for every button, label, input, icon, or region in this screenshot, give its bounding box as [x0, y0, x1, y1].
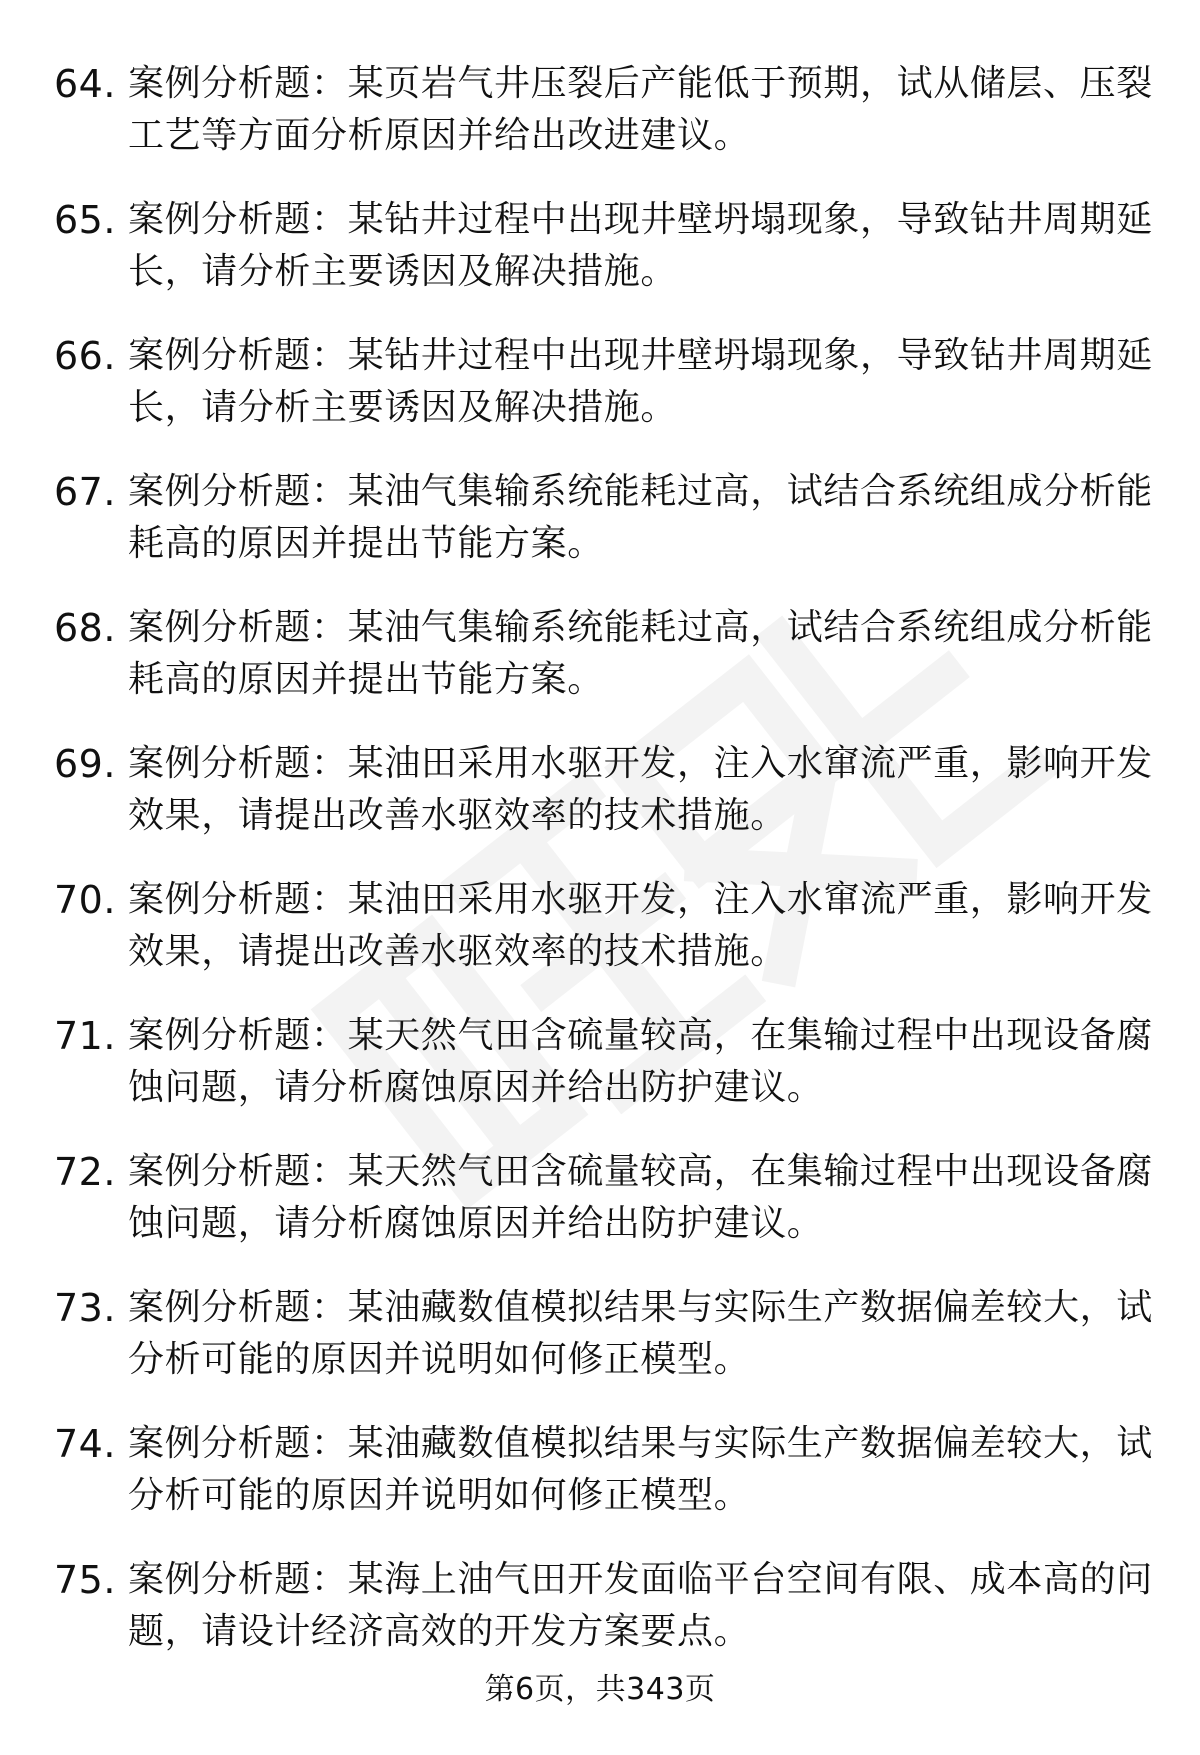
question-number: 69.: [54, 742, 116, 786]
question-text: [128, 874, 1153, 978]
question-line: 案例分析题：某油藏数值模拟结果与实际生产数据偏差较大，试: [128, 1287, 1153, 1328]
question-item-67: [0, 466, 1200, 602]
page-number-label: 第6页，共343页: [484, 1672, 716, 1707]
question-item-73: [0, 1282, 1200, 1418]
question-number: 70.: [54, 878, 116, 922]
question-line: 案例分析题：某油田采用水驱开发，注入水窜流严重，影响开发: [128, 879, 1153, 920]
question-number: 72.: [54, 1150, 116, 1194]
question-line: 案例分析题：某海上油气田开发面临平台空间有限、成本高的问: [128, 1559, 1153, 1600]
question-text: [128, 1146, 1153, 1250]
question-number: 74.: [54, 1422, 116, 1466]
question-line: 耗高的原因并提出节能方案。: [128, 523, 604, 564]
question-number: 64.: [54, 62, 116, 106]
question-text: [128, 58, 1153, 162]
page-footer: [0, 1668, 1200, 1712]
question-number: 73.: [54, 1286, 116, 1330]
question-text: [128, 330, 1153, 434]
question-line: 工艺等方面分析原因并给出改进建议。: [128, 115, 751, 156]
question-line: 长，请分析主要诱因及解决措施。: [128, 251, 678, 292]
question-item-66: [0, 330, 1200, 466]
question-line: 题，请设计经济高效的开发方案要点。: [128, 1611, 751, 1652]
question-line: 案例分析题：某天然气田含硫量较高，在集输过程中出现设备腐: [128, 1151, 1153, 1192]
question-item-65: [0, 194, 1200, 330]
question-line: 效果，请提出改善水驱效率的技术措施。: [128, 795, 787, 836]
question-number: 75.: [54, 1558, 116, 1602]
question-line: 耗高的原因并提出节能方案。: [128, 659, 604, 700]
question-line: 案例分析题：某钻井过程中出现井壁坍塌现象，导致钻井周期延: [128, 199, 1153, 240]
question-item-70: [0, 874, 1200, 1010]
question-line: 蚀问题，请分析腐蚀原因并给出防护建议。: [128, 1067, 824, 1108]
question-line: 效果，请提出改善水驱效率的技术措施。: [128, 931, 787, 972]
question-item-68: [0, 602, 1200, 738]
question-line: 案例分析题：某油气集输系统能耗过高，试结合系统组成分析能: [128, 471, 1153, 512]
question-line: 案例分析题：某页岩气井压裂后产能低于预期，试从储层、压裂: [128, 63, 1153, 104]
question-item-64: [0, 58, 1200, 194]
question-line: 案例分析题：某油田采用水驱开发，注入水窜流严重，影响开发: [128, 743, 1153, 784]
question-number: 66.: [54, 334, 116, 378]
question-line: 分析可能的原因并说明如何修正模型。: [128, 1475, 751, 1516]
question-number: 65.: [54, 198, 116, 242]
question-number: 71.: [54, 1014, 116, 1058]
question-line: 分析可能的原因并说明如何修正模型。: [128, 1339, 751, 1380]
question-text: [128, 466, 1153, 570]
question-line: 案例分析题：某油气集输系统能耗过高，试结合系统组成分析能: [128, 607, 1153, 648]
question-number: 68.: [54, 606, 116, 650]
question-number: 67.: [54, 470, 116, 514]
question-list: [0, 58, 1200, 1690]
question-text: [128, 1554, 1153, 1658]
question-item-72: [0, 1146, 1200, 1282]
question-text: [128, 1010, 1153, 1114]
question-line: 案例分析题：某天然气田含硫量较高，在集输过程中出现设备腐: [128, 1015, 1153, 1056]
question-line: 案例分析题：某油藏数值模拟结果与实际生产数据偏差较大，试: [128, 1423, 1153, 1464]
question-line: 蚀问题，请分析腐蚀原因并给出防护建议。: [128, 1203, 824, 1244]
question-item-69: [0, 738, 1200, 874]
question-text: [128, 194, 1153, 298]
question-text: [128, 602, 1153, 706]
question-line: 长，请分析主要诱因及解决措施。: [128, 387, 678, 428]
question-text: [128, 1282, 1153, 1386]
question-item-71: [0, 1010, 1200, 1146]
question-line: 案例分析题：某钻井过程中出现井壁坍塌现象，导致钻井周期延: [128, 335, 1153, 376]
question-text: [128, 1418, 1153, 1522]
question-item-74: [0, 1418, 1200, 1554]
question-text: [128, 738, 1153, 842]
